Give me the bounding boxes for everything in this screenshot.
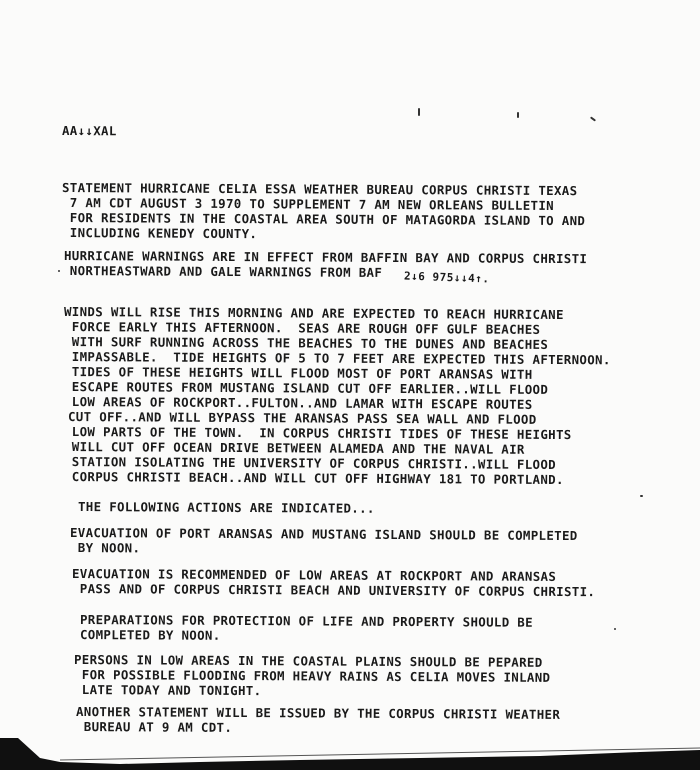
scan-speck [58,270,60,272]
recommend-line-2: PASS AND OF CORPUS CHRISTI BEACH AND UNIVERSITY OF CORPUS CHRISTI. [71,581,596,600]
header-code: AA↓↓XAL [61,123,117,139]
winds-line-7: LOW AREAS OF ROCKPORT..FULTON..AND LAMAR WITH ESCAPE ROUTES [63,394,533,412]
statement-line-3: FOR RESIDENTS IN THE COASTAL AREA SOUTH OF MATAGORDA ISLAND TO AND [61,210,586,229]
winds-line-5: TIDES OF THESE HEIGHTS WILL FLOOD MOST OF PORT ARANSAS WITH [63,364,533,382]
statement-line-4: INCLUDING KENEDY COUNTY. [61,225,258,242]
statement-line-2: 7 AM CDT AUGUST 3 1970 TO SUPPLEMENT 7 AM NEW ORLEANS BULLETIN [61,195,555,214]
scan-speck [517,112,519,118]
warnings-line-2: NORTHEASTWARD AND GALE WARNINGS FROM BAF [61,263,383,280]
scan-speck [418,108,420,116]
winds-line-11: STATION ISOLATING THE UNIVERSITY OF CORPUS CHRISTI..WILL FLOOD [63,454,557,473]
winds-line-12: CORPUS CHRISTI BEACH..AND WILL CUT OFF HIGHWAY 181 TO PORTLAND. [63,469,564,488]
winds-line-4: IMPASSABLE. TIDE HEIGHTS OF 5 TO 7 FEET ARE EXPECTED THIS AFTERNOON. [63,349,611,368]
winds-line-1: WINDS WILL RISE THIS MORNING AND ARE EXPECTED TO REACH HURRICANE [63,304,564,323]
scan-speck [640,495,643,497]
scan-bottom-edge [0,738,700,770]
statement-line-1: STATEMENT HURRICANE CELIA ESSA WEATHER BUREAU CORPUS CHRISTI TEXAS [61,180,578,199]
recommend-line-1: EVACUATION IS RECOMMENDED OF LOW AREAS AT ROCKPORT AND ARANSAS [71,566,557,584]
winds-line-2: FORCE EARLY THIS AFTERNOON. SEAS ARE ROUGH OFF GULF BEACHES [63,319,541,337]
persons-line-1: PERSONS IN LOW AREAS IN THE COASTAL PLAINS SHOULD BE PEPARED [73,652,543,670]
preparations-line-1: PREPARATIONS FOR PROTECTION OF LIFE AND PROPERTY SHOULD BE [79,612,534,630]
warnings-line-1: HURRICANE WARNINGS ARE IN EFFECT FROM BAFFIN BAY AND CORPUS CHRISTI [63,248,588,267]
scan-speck [614,628,616,630]
closing-line-1: ANOTHER STATEMENT WILL BE ISSUED BY THE CORPUS CHRISTI WEATHER [75,704,561,722]
persons-line-2: FOR POSSIBLE FLOODING FROM HEAVY RAINS AS CELIA MOVES INLAND [73,667,551,685]
winds-line-3: WITH SURF RUNNING ACROSS THE BEACHES TO THE DUNES AND BEACHES [63,334,549,352]
winds-line-8: CUT OFF..AND WILL BYPASS THE ARANSAS PASS SEA WALL AND FLOOD [67,409,537,427]
scan-speck [590,116,596,121]
winds-line-9: LOW PARTS OF THE TOWN. IN CORPUS CHRISTI TIDES OF THESE HEIGHTS [63,424,572,443]
evacuation-line-1: EVACUATION OF PORT ARANSAS AND MUSTANG ISLAND SHOULD BE COMPLETED [69,525,578,544]
winds-line-6: ESCAPE ROUTES FROM MUSTANG ISLAND CUT OFF EARLIER..WILL FLOOD [63,379,549,397]
winds-line-10: WILL CUT OFF OCEAN DRIVE BETWEEN ALAMEDA AND THE NAVAL AIR [63,439,525,457]
garbled-fragment: 2↓6 975↓↓4↑. [403,269,490,286]
persons-line-3: LATE TODAY AND TONIGHT. [73,682,262,699]
actions-heading: THE FOLLOWING ACTIONS ARE INDICATED... [77,499,375,516]
evacuation-line-2: BY NOON. [69,540,141,556]
closing-line-2: BUREAU AT 9 AM CDT. [75,719,233,735]
preparations-line-2: COMPLETED BY NOON. [79,627,221,643]
